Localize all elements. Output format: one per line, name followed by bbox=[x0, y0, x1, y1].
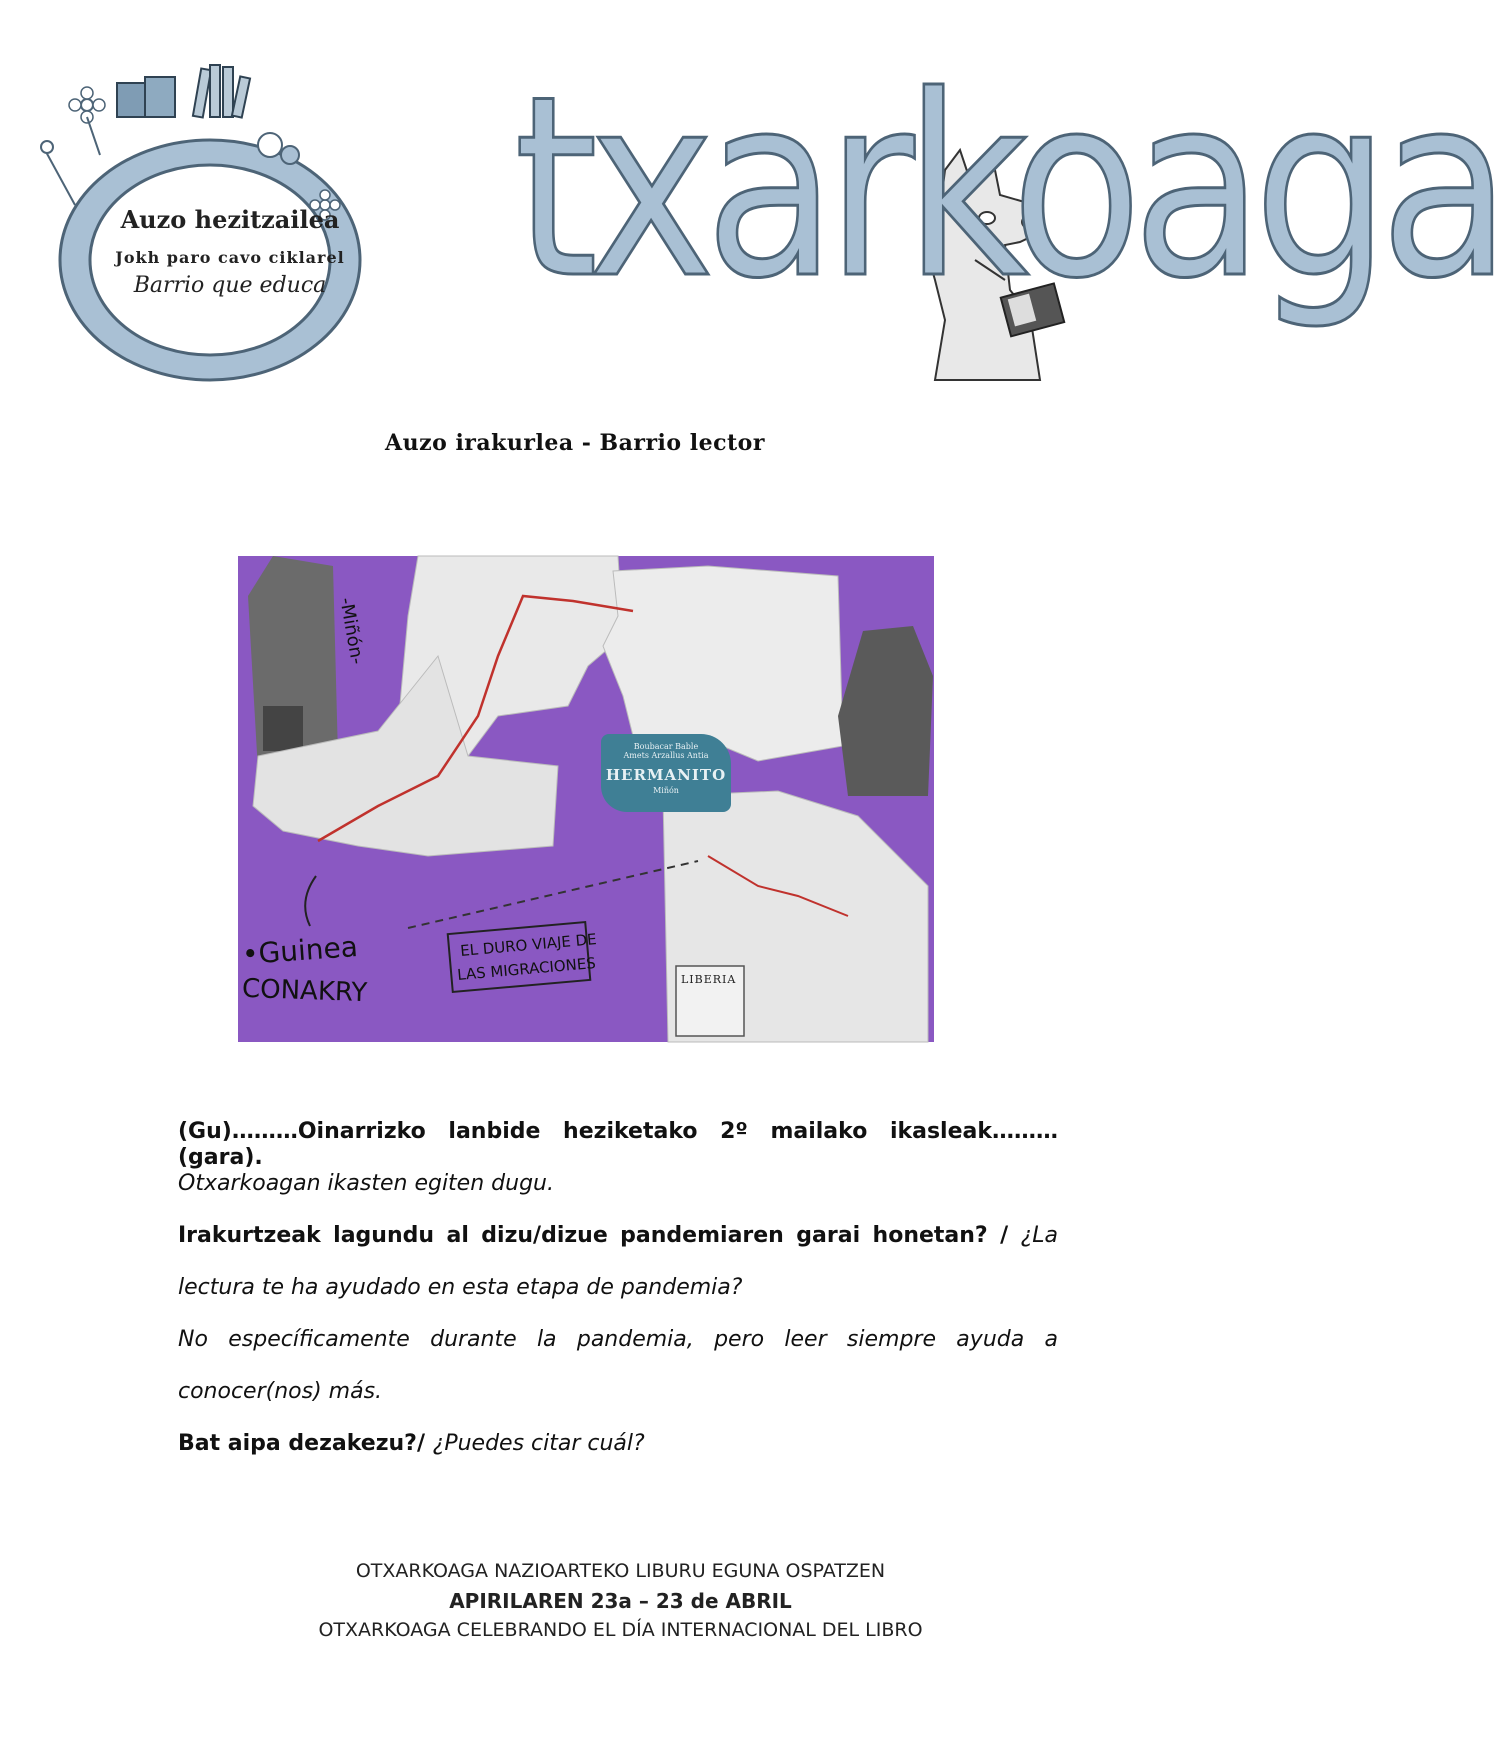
handwriting-guinea: •Guinea bbox=[240, 929, 359, 972]
sticker-author-2: Amets Arzallus Antia bbox=[623, 751, 709, 760]
footer-line-1: OTXARKOAGA NAZIOARTEKO LIBURU EGUNA OSPATZEN bbox=[355, 1560, 886, 1582]
handwriting-conakry: CONAKRY bbox=[241, 973, 368, 1009]
question-1-eu: Irakurtzeak lagundu al dizu/dizue pandemiaren garai honetan? / bbox=[178, 1223, 1021, 1248]
handwriting-viaje-1: EL DURO VIAJE DE bbox=[459, 930, 598, 960]
question-2-es: ¿Puedes citar cuál? bbox=[432, 1431, 645, 1456]
sticker-publisher: Miñón bbox=[653, 786, 679, 795]
question-1-line-2: lectura te ha ayudado en esta etapa de pandemia? bbox=[178, 1275, 743, 1300]
question-2 bbox=[178, 1431, 1058, 1457]
question-2-eu: Bat aipa dezakezu?/ bbox=[178, 1431, 433, 1456]
motto-es: Barrio que educa bbox=[133, 273, 327, 298]
book-sticker-hermanito bbox=[601, 734, 731, 812]
logo-subtitle: Auzo irakurlea - Barrio lector bbox=[385, 430, 765, 456]
sticker-author-1: Boubacar Bable bbox=[633, 742, 699, 751]
dashed-line bbox=[408, 861, 698, 928]
footer-line-2: APIRILAREN 23a – 23 de ABRIL bbox=[449, 1589, 792, 1613]
footer-line-3: OTXARKOAGA CELEBRANDO EL DÍA INTERNACIONAL DEL LIBRO bbox=[318, 1619, 923, 1641]
mural-photo bbox=[238, 556, 934, 1042]
motto-other: Jokh paro cavo ciklarel bbox=[115, 248, 345, 267]
paragraph-1-line-2: Otxarkoagan ikasten egiten dugu. bbox=[178, 1171, 554, 1196]
books-icon bbox=[117, 65, 250, 118]
paragraph-1-line-1: (Gu)………Oinarrizko lanbide heziketako 2º mailako ikasleak……… (gara). bbox=[178, 1119, 1058, 1170]
answer-1-line-2: conocer(nos) más. bbox=[178, 1379, 383, 1404]
logo-wordmark bbox=[355, 42, 1501, 333]
map-label-liberia: LIBERIA bbox=[681, 973, 737, 986]
otxarkoaga-logo bbox=[25, 42, 1501, 475]
flower-icon bbox=[69, 87, 105, 155]
stem-bulb-icon bbox=[41, 141, 53, 153]
handwriting-minon: -Miñón- bbox=[335, 596, 368, 666]
map-piece-egypt bbox=[603, 566, 843, 761]
answer-1-line-1: No específicamente durante la pandemia, pero leer siempre ayuda a bbox=[178, 1327, 1058, 1352]
wordmark-rest: txarkoaga bbox=[513, 42, 1501, 333]
motto-eu: Auzo hezitzailea bbox=[120, 205, 340, 234]
question-1-es-start: ¿La bbox=[1020, 1223, 1058, 1248]
sticker-title: HERMANITO bbox=[605, 766, 727, 784]
handwriting-viaje-2: LAS MIGRACIONES bbox=[456, 953, 597, 985]
person-cutout-right bbox=[838, 626, 933, 796]
question-1-line-1 bbox=[178, 1223, 1058, 1249]
